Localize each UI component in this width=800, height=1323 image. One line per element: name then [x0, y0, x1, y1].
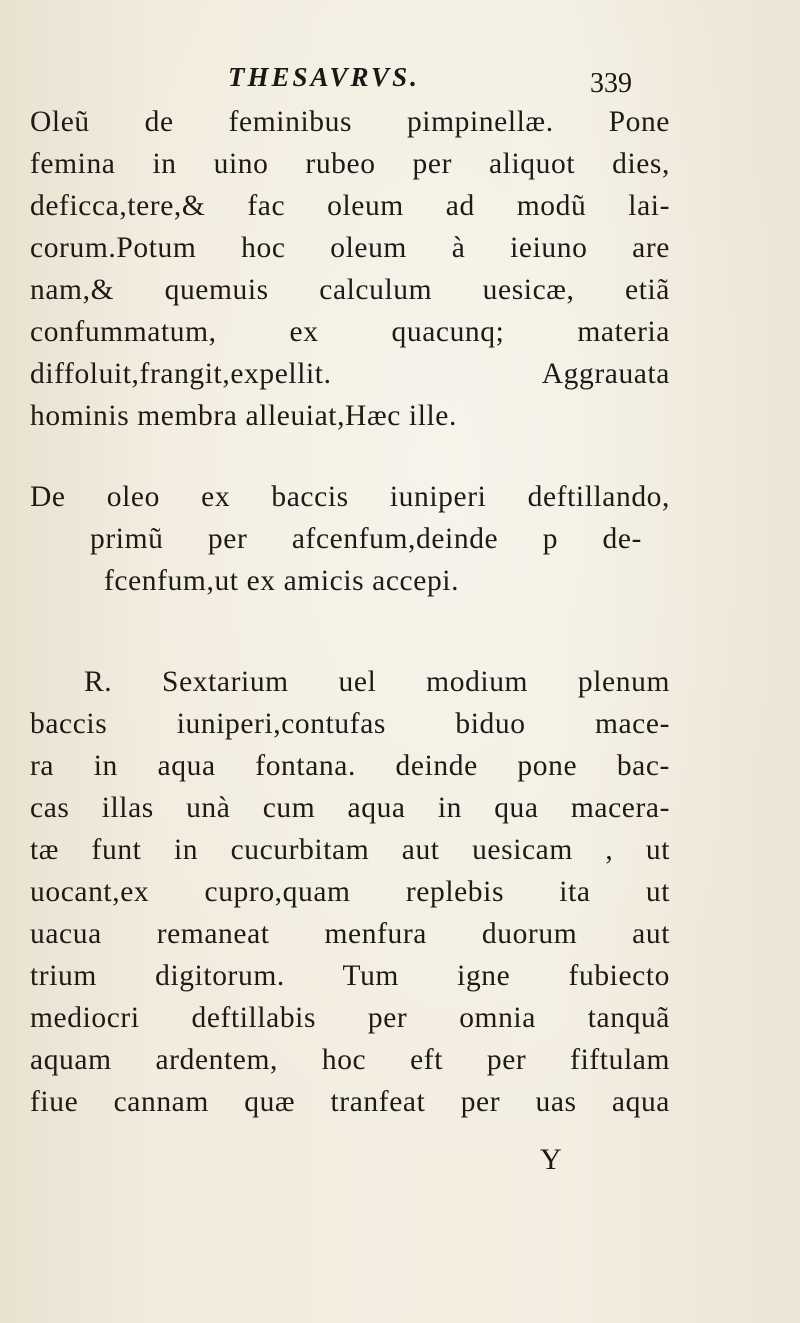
text-line: trium digitorum. Tum igne fubiecto	[30, 960, 670, 992]
text-line: aquam ardentem, hoc eft per fiftulam	[30, 1044, 670, 1076]
text-line: deficca,tere,& fac oleum ad modũ lai-	[30, 190, 670, 222]
text-line: hominis membra alleuiat,Hæc ille.	[30, 400, 457, 432]
text-line: cas illas unà cum aqua in qua macera-	[30, 792, 670, 824]
text-line: mediocri deftillabis per omnia tanquã	[30, 1002, 670, 1034]
paragraph-pimpinella-oil	[30, 101, 670, 437]
heading-line: De oleo ex baccis iuniperi deftillando,	[30, 481, 670, 513]
paragraph-juniper-recipe	[30, 661, 670, 1123]
text-line: nam,& quemuis calculum uesicæ, etiã	[30, 274, 670, 306]
text-line: uocant,ex cupro,quam replebis ita ut	[30, 876, 670, 908]
text-line: diffoluit,frangit,expellit. Aggrauata	[30, 358, 670, 390]
page-header	[0, 62, 800, 102]
text-line: confummatum, ex quacunq; materia	[30, 316, 670, 348]
page-number: 339	[590, 68, 632, 99]
section-heading-juniper-oil	[30, 476, 670, 602]
text-line: femina in uino rubeo per aliquot dies,	[30, 148, 670, 180]
text-line: R. Sextarium uel modium plenum	[84, 666, 670, 698]
text-line: corum.Potum hoc oleum à ieiuno are	[30, 232, 670, 264]
text-line: fiue cannam quæ tranfeat per uas aqua	[30, 1086, 670, 1118]
text-line: ra in aqua fontana. deinde pone bac-	[30, 750, 670, 782]
text-line: Oleũ de feminibus pimpinellæ. Pone	[30, 106, 670, 138]
text-line: tæ funt in cucurbitam aut uesicam , ut	[30, 834, 670, 866]
signature-mark: Y	[540, 1143, 562, 1176]
text-line: baccis iuniperi,contufas biduo mace-	[30, 708, 670, 740]
running-title: THESAVRVS.	[228, 62, 420, 92]
heading-line: primũ per afcenfum,deinde p de-	[90, 523, 642, 555]
text-line: uacua remaneat menfura duorum aut	[30, 918, 670, 950]
heading-line: fcenfum,ut ex amicis accepi.	[104, 565, 460, 597]
